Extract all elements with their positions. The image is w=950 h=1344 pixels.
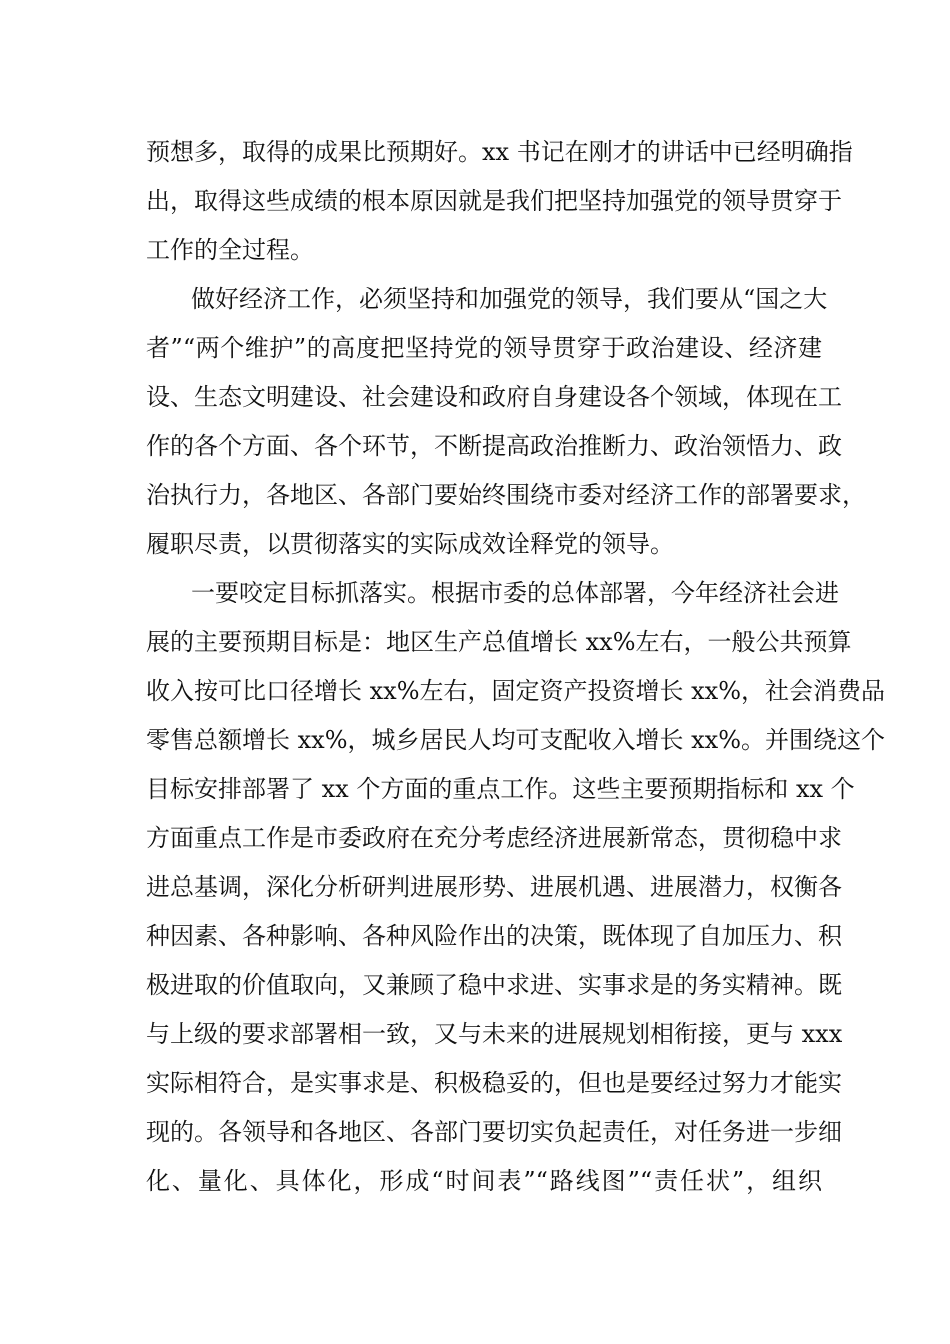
text-line: 与上级的要求部署相一致，又与未来的进展规划相衔接，更与 xxx xyxy=(146,1020,843,1048)
text-line: 预想多，取得的成果比预期好。xx 书记在刚才的讲话中已经明确指 xyxy=(146,138,853,166)
text-line: 零售总额增长 xx%，城乡居民人均可支配收入增长 xx%。并围绕这个 xyxy=(146,726,886,754)
text-line: 治执行力，各地区、各部门要始终围绕市委对经济工作的部署要求， xyxy=(146,481,866,509)
paragraph-first-line: 做好经济工作，必须坚持和加强党的领导，我们要从“国之大 xyxy=(191,285,828,313)
document-body xyxy=(146,128,886,1206)
text-line: 进总基调，深化分析研判进展形势、进展机遇、进展潜力，权衡各 xyxy=(146,873,842,901)
text-line: 收入按可比口径增长 xx%左右，固定资产投资增长 xx%，社会消费品 xyxy=(146,677,886,705)
text-line: 者”“两个维护”的高度把坚持党的领导贯穿于政治建设、经济建 xyxy=(146,334,822,362)
text-line: 实际相符合，是实事求是、积极稳妥的，但也是要经过努力才能实 xyxy=(146,1069,842,1097)
paragraph-first-line: 一要咬定目标抓落实。根据市委的总体部署，今年经济社会进 xyxy=(191,579,839,607)
text-line: 展的主要预期目标是：地区生产总值增长 xx%左右，一般公共预算 xyxy=(146,628,852,656)
text-line: 极进取的价值取向，又兼顾了稳中求进、实事求是的务实精神。既 xyxy=(146,971,842,999)
text-line: 方面重点工作是市委政府在充分考虑经济进展新常态，贯彻稳中求 xyxy=(146,824,842,852)
text-line: 出，取得这些成绩的根本原因就是我们把坚持加强党的领导贯穿于 xyxy=(146,187,842,215)
text-line: 化、量化、具体化，形成“时间表”“路线图”“责任状”，组织 xyxy=(146,1167,822,1195)
text-line: 现的。各领导和各地区、各部门要切实负起责任，对任务进一步细 xyxy=(146,1118,842,1146)
text-line: 工作的全过程。 xyxy=(146,236,314,264)
text-line: 设、生态文明建设、社会建设和政府自身建设各个领域，体现在工 xyxy=(146,383,842,411)
text-line: 目标安排部署了 xx 个方面的重点工作。这些主要预期指标和 xx 个 xyxy=(146,775,855,803)
text-line: 作的各个方面、各个环节，不断提高政治推断力、政治领悟力、政 xyxy=(146,432,842,460)
text-line: 履职尽责，以贯彻落实的实际成效诠释党的领导。 xyxy=(146,530,674,558)
text-line: 种因素、各种影响、各种风险作出的决策，既体现了自加压力、积 xyxy=(146,922,842,950)
